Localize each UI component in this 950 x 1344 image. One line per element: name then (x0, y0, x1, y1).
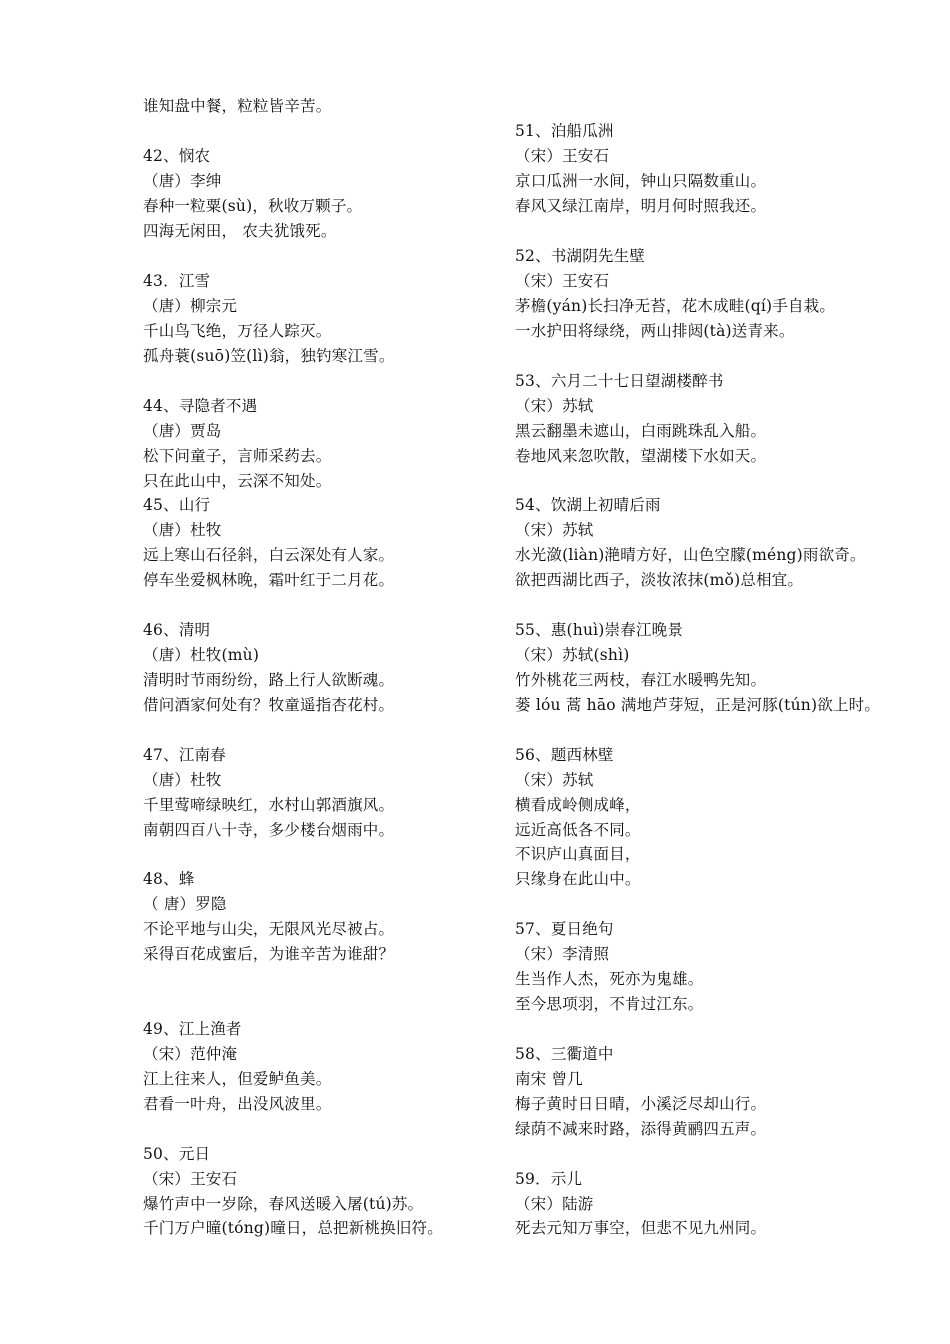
poem-line: 绿荫不减来时路，添得黄鹂四五声。 (515, 1120, 767, 1138)
poem-line: 死去元知万事空，但悲不见九州同。 (515, 1219, 767, 1237)
poem-line: 茅檐(yán)长扫净无苔，花木成畦(qí)手自栽。 (515, 297, 836, 315)
poem-line: 不论平地与山尖，无限风光尽被占。 (143, 920, 395, 938)
poem-line: 京口瓜洲一水间，钟山只隔数重山。 (515, 172, 767, 190)
poem-title: 49、江上渔者 (143, 1020, 242, 1038)
poem-title: 57、夏日绝句 (515, 920, 614, 938)
poem-line: 千门万户曈(tóng)曈日，总把新桃换旧符。 (143, 1219, 443, 1237)
poem-line: 松下问童子，言师采药去。 (143, 447, 332, 465)
poem-line: 四海无闲田， 农夫犹饿死。 (143, 222, 337, 240)
poem-line: 梅子黄时日日晴，小溪泛尽却山行。 (515, 1095, 767, 1113)
poem-title: 47、江南春 (143, 746, 226, 764)
poem-line: 孤舟蓑(suō)笠(lì)翁，独钓寒江雪。 (143, 347, 395, 365)
poem-line: 君看一叶舟，出没风波里。 (143, 1095, 332, 1113)
poem-line: 春风又绿江南岸，明月何时照我还。 (515, 197, 767, 215)
poem-title: 43．江雪 (143, 272, 211, 290)
poem-author: （宋）王安石 (515, 147, 610, 165)
poem-line: 远上寒山石径斜，白云深处有人家。 (143, 546, 395, 564)
poem-author: （宋）王安石 (515, 272, 610, 290)
poem-title: 48、蜂 (143, 870, 195, 888)
poem-line: 水光潋(liàn)滟晴方好，山色空朦(méng)雨欲奇。 (515, 546, 866, 564)
poem-title: 55、惠(huì)崇春江晚景 (515, 621, 684, 639)
poem-line: 只缘身在此山中。 (515, 870, 641, 888)
poem-line: 生当作人杰，死亦为鬼雄。 (515, 970, 704, 988)
poem-author: （唐）贾岛 (143, 422, 222, 440)
poem-line: 蒌 lóu 蒿 hāo 满地芦芽短，正是河豚(tún)欲上时。 (515, 696, 881, 714)
poem-author: （宋）王安石 (143, 1170, 238, 1188)
poem-line: 春种一粒粟(sù)，秋收万颗子。 (143, 197, 363, 215)
poem-title: 46、清明 (143, 621, 211, 639)
poem-line: 横看成岭侧成峰， (515, 796, 641, 814)
poem-author: （宋）陆游 (515, 1195, 594, 1213)
poem-author: （唐）杜牧 (143, 771, 222, 789)
poem-line: 至今思项羽，不肯过江东。 (515, 995, 704, 1013)
poem-line: 谁知盘中餐，粒粒皆辛苦。 (143, 97, 332, 115)
poem-line: 停车坐爱枫林晚，霜叶红于二月花。 (143, 571, 395, 589)
poem-author: （宋）苏轼(shì) (515, 646, 630, 664)
poem-line: 不识庐山真面目， (515, 845, 641, 863)
poem-author: （唐）杜牧 (143, 521, 222, 539)
poem-line: 借问酒家何处有？牧童遥指杏花村。 (143, 696, 395, 714)
poem-line: 南朝四百八十寺，多少楼台烟雨中。 (143, 821, 395, 839)
poem-author: （宋）苏轼 (515, 521, 594, 539)
poem-title: 42、悯农 (143, 147, 211, 165)
poem-line: 爆竹声中一岁除，春风送暖入屠(tú)苏。 (143, 1195, 424, 1213)
poem-line: 千山鸟飞绝，万径人踪灭。 (143, 322, 332, 340)
poem-author: （唐）柳宗元 (143, 297, 238, 315)
poem-line: 千里莺啼绿映红，水村山郭酒旗风。 (143, 796, 395, 814)
poem-author: （宋）苏轼 (515, 771, 594, 789)
poem-title: 50、元日 (143, 1145, 211, 1163)
poem-title: 54、饮湖上初晴后雨 (515, 496, 661, 514)
poem-line: 清明时节雨纷纷，路上行人欲断魂。 (143, 671, 395, 689)
poem-author: （ 唐）罗隐 (143, 895, 227, 913)
poem-line: 采得百花成蜜后，为谁辛苦为谁甜？ (143, 945, 395, 963)
poem-author: （唐）李绅 (143, 172, 222, 190)
poem-title: 53、六月二十七日望湖楼醉书 (515, 372, 724, 390)
poem-author: （宋）范仲淹 (143, 1045, 238, 1063)
poem-author: （宋）李清照 (515, 945, 610, 963)
poem-author: （宋）苏轼 (515, 397, 594, 415)
poem-line: 黑云翻墨未遮山，白雨跳珠乱入船。 (515, 422, 767, 440)
poem-title: 45、山行 (143, 496, 211, 514)
poem-author: （唐）杜牧(mù) (143, 646, 260, 664)
poem-line: 卷地风来忽吹散，望湖楼下水如天。 (515, 447, 767, 465)
poem-line: 一水护田将绿绕，两山排闼(tà)送青来。 (515, 322, 795, 340)
poem-line: 只在此山中，云深不知处。 (143, 472, 332, 490)
poem-title: 59．示儿 (515, 1170, 583, 1188)
poem-line: 江上往来人，但爱鲈鱼美。 (143, 1070, 332, 1088)
poem-title: 56、题西林壁 (515, 746, 614, 764)
poem-title: 52、书湖阴先生壁 (515, 247, 646, 265)
poem-title: 44、寻隐者不遇 (143, 397, 258, 415)
poem-title: 51、泊船瓜洲 (515, 122, 614, 140)
poem-line: 欲把西湖比西子，淡妆浓抹(mǒ)总相宜。 (515, 571, 804, 589)
poem-line: 远近高低各不同。 (515, 821, 641, 839)
poem-title: 58、三衢道中 (515, 1045, 614, 1063)
poem-line: 竹外桃花三两枝，春江水暖鸭先知。 (515, 671, 767, 689)
poem-author: 南宋 曾几 (515, 1070, 583, 1088)
